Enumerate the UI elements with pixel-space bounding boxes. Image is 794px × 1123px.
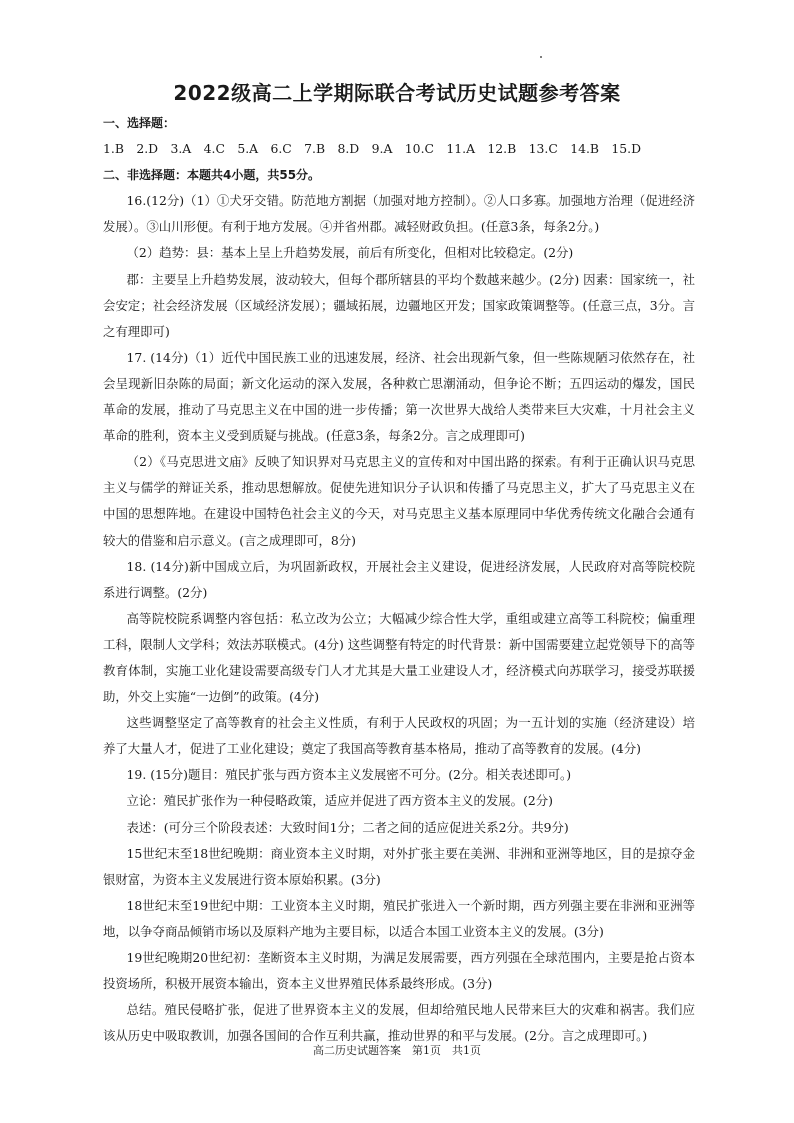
page-footer: 高二历史试题答案 第1页 共1页 [313, 1044, 481, 1057]
section-multiple-choice-heading: 一、选择题： [103, 116, 176, 130]
multiple-choice-answers: 1.B 2.D 3.A 4.C 5.A 6.C 7.B 8.D 9.A 10.C 11.A 12.B 13.C 14.B 15.D [103, 141, 642, 157]
q17-part1: 17. (14分)（1）近代中国民族工业的迅速发展，经济、社会出现新气象，但一些陈规陋习依然存在，社会呈现新旧杂陈的局面；新文化运动的深入发展，各种救亡思潮涌动，但争论不断；五四运动的爆发，国民革命的发展，推动了马克思主义在中国的进一步传播；第一次世界大战给人类带来巨大灾难，十月社会主义革命的胜利，资本主义受到质疑与挑战。(任意3条，每条2分。言之成理即可) [103, 349, 695, 444]
q17-part2: （2）《马克思进文庙》反映了知识界对马克思主义的宣传和对中国出路的探索。有利于正确认识马克思主义与儒学的辩证关系，推动思想解放。促使先进知识分子认识和传播了马克思主义，扩大了马克思主义在中国的思想阵地。在建设中国特色社会主义的今天，对马克思主义基本原理同中华优秀传统文化融合会通有较大的借鉴和启示意义。(言之成理即可，8分) [103, 454, 695, 548]
answer-content [103, 110, 695, 1049]
q19-summary: 总结。殖民侵略扩张，促进了世界资本主义的发展，但却给殖民地人民带来巨大的灾难和祸害。我们应该从历史中吸取教训，加强各国间的合作互利共赢，推动世界的和平与发展。(2分。言之成理即可。) [103, 1002, 695, 1044]
q16-part2: （2）趋势：县：基本上呈上升趋势发展，前后有所变化，但相对比较稳定。(2分) [126, 245, 574, 261]
q18-para2: 高等院校院系调整内容包括：私立改为公立；大幅减少综合性大学，重组或建立高等工科院校；偏重理工科，限制人文学科；效法苏联模式。(4分) 这些调整有特定的时代背景：新中国需要建立起党领导下的高等教育体制，实施工业化建设需要高级专门人才尤其是大量工业建设人才，经济模式向苏联学习，接受苏联援助，外交上实施“一边倒”的政策。(4分) [103, 610, 695, 705]
q18-para3: 这些调整坚定了高等教育的社会主义性质，有利于人民政权的巩固；为一五计划的实施（经济建设）培养了大量人才，促进了工业化建设；奠定了我国高等教育基本格局，推动了高等教育的发展。(4分) [103, 715, 695, 757]
q19-stage3: 19世纪晚期20世纪初：垄断资本主义时期，为满足发展需要，西方列强在全球范围内，主要是抢占资本投资场所，积极开展资本输出，资本主义世界殖民体系最终形成。(3分) [103, 950, 695, 992]
q16-part1: 16.(12分)（1）①犬牙交错。防范地方割据（加强对地方控制）。②人口多寡。加强地方治理（促进经济发展）。③山川形便。有利于地方发展。④并省州郡。减轻财政负担。(任意3条，每条2分。) [103, 193, 695, 235]
q19-stage1: 15世纪末至18世纪晚期：商业资本主义时期，对外扩张主要在美洲、非洲和亚洲等地区，目的是掠夺金银财富，为资本主义发展进行资本原始积累。(3分) [103, 845, 695, 887]
q19-topic: 19. (15分)题目：殖民扩张与西方资本主义发展密不可分。(2分。相关表述即可。) [126, 767, 572, 783]
q19-stage2: 18世纪末至19世纪中期：工业资本主义时期，殖民扩张进入一个新时期，西方列强主要在非洲和亚洲等地，以争夺商品倾销市场以及原料产地为主要目标，以适合本国工业资本主义的发展。(3分) [103, 897, 695, 939]
scan-dot [540, 56, 542, 58]
q18-para1: 18. (14分)新中国成立后，为巩固新政权，开展社会主义建设，促进经济发展，人民政府对高等院校院系进行调整。(2分) [103, 558, 695, 600]
section-non-choice-heading: 二、非选择题：本题共4小题，共55分。 [103, 168, 321, 183]
q19-scoring-note: 表述：(可分三个阶段表述：大致时间1分；二者之间的适应促进关系2分。共9分) [126, 819, 569, 835]
q16-part2-cont: 郡：主要呈上升趋势发展，波动较大，但每个郡所辖县的平均个数越来越少。(2分) 因素：国家统一，社会安定；社会经济发展（区域经济发展）；疆域拓展，边疆地区开发；国家政策调整等。(任意三点，3分。言之有理即可) [103, 271, 695, 339]
page-title: 2022级高二上学期际联合考试历史试题参考答案 [173, 81, 621, 105]
q19-thesis: 立论：殖民扩张作为一种侵略政策，适应并促进了西方资本主义的发展。(2分) [126, 793, 553, 809]
